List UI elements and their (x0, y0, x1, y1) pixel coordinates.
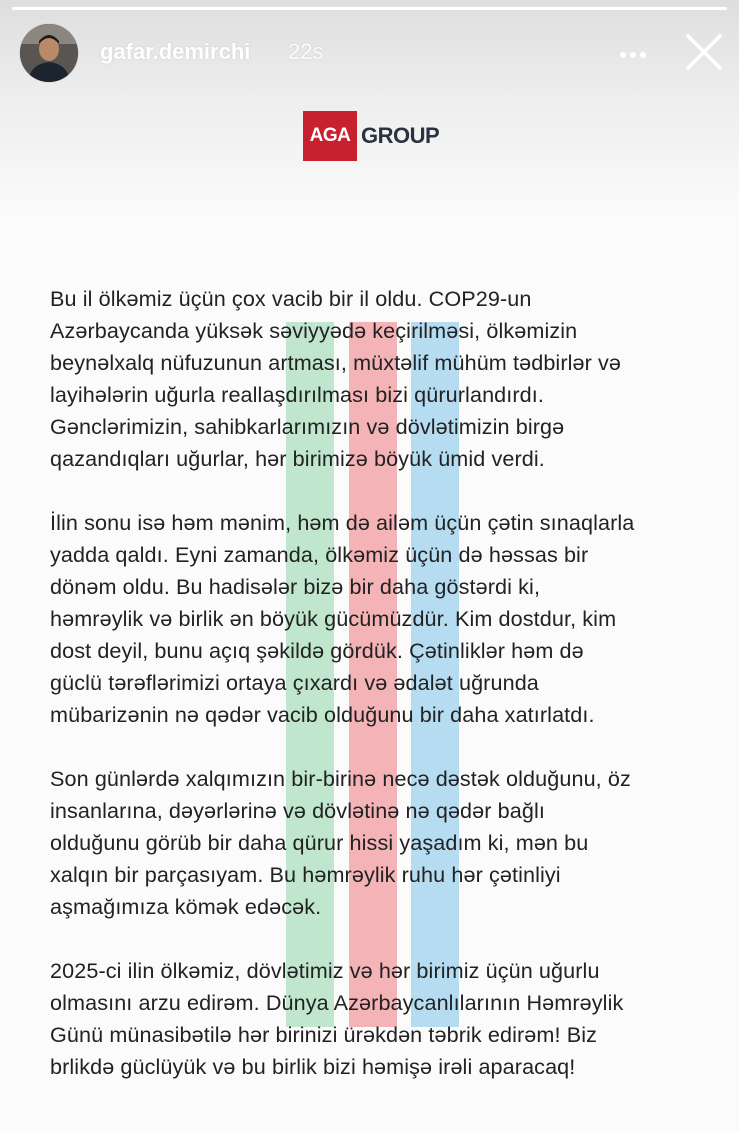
story-timestamp: 22s (288, 39, 324, 64)
logo-mark: AGA (303, 111, 357, 161)
story-header (20, 24, 723, 84)
letter-line: qazandıqları uğurlar, hər birimizə böyük ümid verdi. (50, 446, 545, 471)
logo-wordmark: GROUP (361, 123, 440, 148)
letter-line: Son günlərdə xalqımızın bir-birinə necə dəstək olduğunu, öz (50, 766, 631, 791)
aga-group-logo (303, 111, 439, 161)
letter-line: brlikdə güclüyük və bu birlik bizi həmişə irəli aparacaq! (50, 1054, 576, 1079)
avatar-image (20, 24, 78, 82)
story-progress-bar (12, 7, 727, 10)
letter-body (50, 283, 720, 1083)
letter-line: Gənclərimizin, sahibkarlarımızın və dövlətimizin birgə (50, 414, 565, 439)
letter-line: dönəm oldu. Bu hadisələr bizə bir daha göstərdi ki, (50, 574, 541, 599)
letter-paragraph (50, 763, 720, 923)
letter-line: dost deyil, bunu açıq şəkildə gördük. Çətinliklər həm də (50, 638, 584, 663)
more-horizontal-icon[interactable] (618, 40, 648, 70)
close-icon[interactable] (684, 32, 724, 72)
letter-paragraph (50, 507, 720, 731)
letter-line: yadda qaldı. Eyni zamanda, ölkəmiz üçün də həssas bir (50, 542, 589, 567)
letter-line: güclü tərəflərimizi ortaya çıxardı və ədalət uğrunda (50, 670, 539, 695)
letter-line: mübarizənin nə qədər vacib olduğunu bir daha xatırlatdı. (50, 702, 595, 727)
letter-line: aşmağımıza kömək edəcək. (50, 894, 322, 919)
letter-line: həmrəylik və birlik ən böyük gücümüzdür. Kim dostdur, kim (50, 606, 617, 631)
letter-line: xalqın bir parçasıyam. Bu həmrəylik ruhu hər çətinliyi (50, 862, 561, 887)
letter-line: İlin sonu isə həm mənim, həm də ailəm üçün çətin sınaqlarla (50, 510, 635, 535)
letter-paragraph (50, 955, 720, 1083)
letter-line: layihələrin uğurla reallaşdırılması bizi qürurlandırdı. (50, 382, 544, 407)
letter-line: Azərbaycanda yüksək səviyyədə keçirilməsi, ölkəmizin (50, 318, 578, 343)
letter-line: insanlarına, dəyərlərinə və dövlətinə nə qədər bağlı (50, 798, 545, 823)
letter-line: 2025-ci ilin ölkəmiz, dövlətimiz və hər birimiz üçün uğurlu (50, 958, 600, 983)
letter-line: olmasını arzu edirəm. Dünya Azərbaycanlılarının Həmrəylik (50, 990, 624, 1015)
letter-line: olduğunu görüb bir daha qürur hissi yaşadım ki, mən bu (50, 830, 589, 855)
letter-line: Günü münasibətilə hər birinizi ürəkdən təbrik edirəm! Biz (50, 1022, 597, 1047)
letter-line: Bu il ölkəmiz üçün çox vacib bir il oldu. COP29-un (50, 286, 532, 311)
story-username[interactable]: gafar.demirchi (100, 39, 251, 64)
letter-paragraph (50, 283, 720, 475)
avatar[interactable] (20, 24, 78, 82)
letter-line: beynəlxalq nüfuzunun artması, müxtəlif mühüm tədbirlər və (50, 350, 622, 375)
story-progress-fill (12, 7, 727, 10)
